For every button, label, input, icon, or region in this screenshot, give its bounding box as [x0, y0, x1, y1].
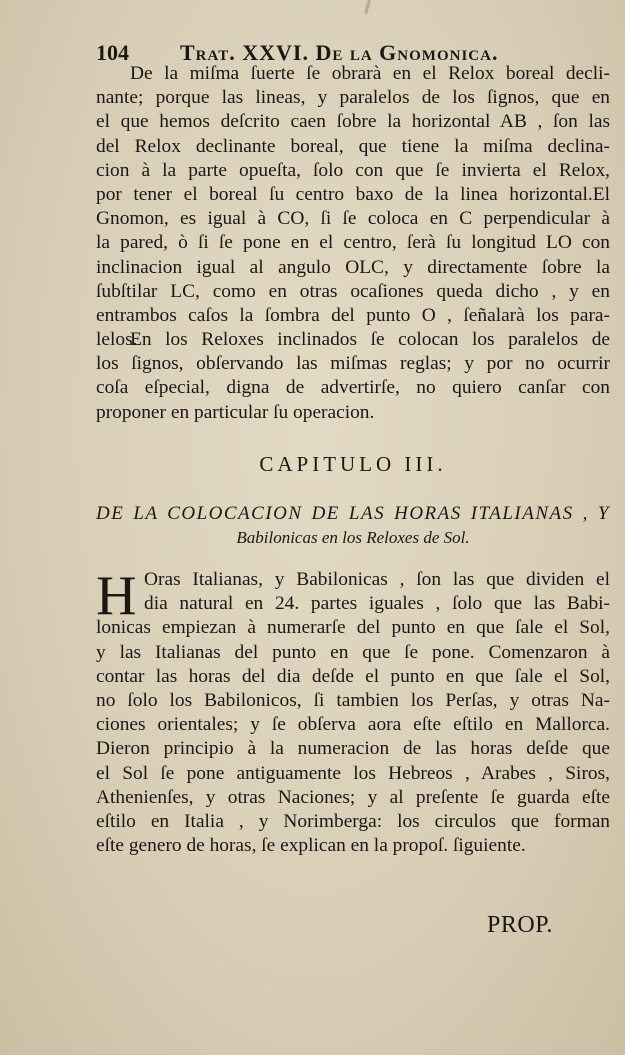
chapter-title-line-1: DE LA COLOCACION DE LAS HORAS ITALIANAS , Y — [96, 503, 610, 524]
text-line: la pared, ò ſi ſe pone en el centro, ſerà ſu longitud LO con — [96, 232, 610, 254]
text-line: De la miſma ſuerte ſe obrarà en el Relox boreal decli- — [130, 63, 610, 84]
text-line: los ſignos, obſervando las miſmas reglas; y por no ocurrir — [96, 353, 610, 375]
paper-mark — [364, 0, 371, 14]
text-line: inclinacion igual al angulo OLC, y directamente ſobre la — [96, 256, 610, 278]
text-line: ciones orientales; y ſe obſerva aora eſte eſtilo en Mallorca. — [96, 714, 610, 736]
catchword: PROP. — [487, 912, 553, 938]
text-line: lelos. — [96, 329, 138, 351]
text-line: el que hemos deſcrito caen ſobre la horizontal AB , ſon las — [96, 111, 610, 133]
chapter-heading: CAPITULO III. — [259, 452, 447, 476]
text-line: el Sol ſe pone antiguamente los Hebreos , Arabes , Siros, — [96, 762, 610, 784]
paragraph-1 — [96, 62, 610, 352]
chapter-title-line-2: Babilonicas en los Reloxes de Sol. — [236, 528, 470, 547]
paragraph-3 — [96, 565, 610, 858]
text-line: entrambos caſos la ſombra del punto O , ſeñalarà los para- — [96, 304, 610, 326]
text-line: Gnomon, es igual à CO, ſi ſe coloca en C perpendicular à — [96, 208, 610, 230]
text-line: ſubſtilar LC, como en otras ocaſiones queda dicho , y en — [96, 280, 610, 302]
text-line: En los Reloxes inclinados ſe colocan los paralelos de — [130, 329, 610, 350]
text-line: dia natural en 24. partes iguales , ſolo que las Babi- — [144, 593, 610, 615]
text-line: cion à la parte opueſta, ſolo con que ſe invierta el Relox, — [96, 159, 610, 181]
paragraph-2 — [96, 328, 610, 425]
page-number: 104 — [96, 40, 129, 65]
text-line: coſa eſpecial, digna de advertirſe, no quiero canſar con — [96, 377, 610, 399]
text-line: y las Italianas del punto en que ſe pone. Comenzaron à — [96, 641, 610, 663]
text-line: Athenienſes, y otras Naciones; y al preſente ſe guarda eſte — [96, 786, 610, 808]
drop-cap: H — [96, 565, 137, 627]
text-line: del Relox declinante boreal, que tiene la miſma declina- — [96, 135, 610, 157]
text-line: lonicas empiezan à numerarſe del punto en que ſale el Sol, — [96, 617, 610, 639]
text-line: eſtilo en Italia , y Norimberga: los circulos que forman — [96, 810, 610, 832]
text-line: Oras Italianas, y Babilonicas , ſon las que dividen el — [144, 569, 610, 590]
text-line: nante; porque las lineas, y paralelos de los ſignos, que en — [96, 87, 610, 109]
running-title: Trat. XXVI. De la Gnomonica. — [180, 40, 499, 65]
text-line: por tener el boreal ſu centro baxo de la linea horizontal.El — [96, 183, 610, 205]
text-line: Dieron principio à la numeracion de las horas deſde que — [96, 738, 610, 760]
text-line: eſte genero de horas, ſe explican en la propoſ. ſiguiente. — [96, 835, 526, 857]
text-line: proponer en particular ſu operacion. — [96, 401, 375, 423]
text-line: no ſolo los Babilonicos, ſi tambien los Perſas, y otras Na- — [96, 689, 610, 711]
text-line: contar las horas del dia deſde el punto en que ſale el Sol, — [96, 665, 610, 687]
chapter-title — [96, 502, 610, 550]
